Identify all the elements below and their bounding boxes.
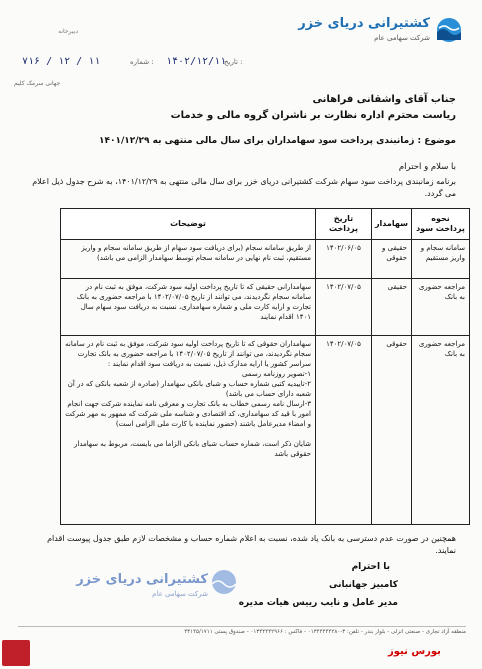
payment-schedule-table — [60, 208, 470, 525]
company-seal — [76, 566, 238, 610]
cell-holder: حقوقی — [371, 336, 411, 524]
desc-line: سهامداران حقوقی که تا تاریخ پرداخت اولیه سود شرکت، موفق به ثبت نام در سامانه سجام نگردیدند، می توانند از تاریخ ۱۴۰۲/۰۷/۰۵ با مراجعه حضوری به بانک تجارت سراسر کشور یا ارایه مدارک ذیل، نسبت به دریافت سود اقدام نمایند : — [65, 340, 311, 368]
table-row — [61, 239, 469, 278]
desc-line: شایان ذکر است، شماره حساب شبای بانکی الزاما می بایست، مربوط به سهامدار حقوقی باشد — [74, 440, 311, 458]
hand-note: جهانی سرمک کلیم — [14, 80, 61, 87]
company-subtitle: شرکت سهامی عام — [374, 34, 430, 42]
header-description: توضیحات — [170, 219, 206, 228]
desc-line: ۲-تاییدیه کتبی شماره حساب و شبای بانکی سهامدار (صادره از شعبه بانکی که در آن شعبه دارای حساب می باشد) — [67, 380, 311, 398]
company-logo — [298, 14, 464, 50]
signer-name: کامبیز جهانبانی — [329, 580, 398, 590]
desc-line: ۱-تصویر روزنامه رسمی — [241, 370, 311, 378]
stamp-text: دبیرخانه — [58, 28, 78, 35]
letter-meta — [18, 56, 268, 72]
header-method: نحوه پرداخت سود — [411, 209, 469, 239]
cell-method: مراجعه حضوری به بانک — [411, 279, 469, 335]
salutation: جناب آقای واشقانی فراهانی — [312, 94, 456, 105]
corner-logo-icon — [2, 640, 30, 666]
letter-subject: موضوع : زمانبندی پرداخت سود سهامداران برای سال مالی منتهی به ۱۴۰۱/۱۲/۲۹ — [99, 136, 456, 146]
watermark: بورس نیوز — [388, 646, 441, 657]
cell-description: از طریق سامانه سجام (برای دریافت سود سهام از طریق سامانه سجام و واریز مستقیم، ثبت نام نهایی در سامانه سجام توسط سهامدار الزامی می باشد) — [81, 244, 311, 262]
number-value: ۷۱۶ / ۱۲ / ۱۱ — [22, 56, 101, 67]
seal-company-name: کشتیرانی دریای خزر — [76, 572, 208, 587]
number-label: شماره : — [130, 58, 154, 66]
closing-paragraph: همچنین در صورت عدم دسترسی به بانک یاد شده، نسبت به اعلام شماره حساب و مشخصات لازم طبق جدول پیوست اقدام نمایند. — [47, 534, 456, 555]
cell-holder: حقیقی — [371, 279, 411, 335]
date-value: ۱۴۰۲/۱۲/۱۱ — [166, 56, 227, 67]
seal-company-sub: شرکت سهامی عام — [152, 590, 208, 598]
respect-line: با احترام — [351, 562, 390, 572]
table-row — [61, 335, 469, 524]
cell-method: سامانه سجام و واریز مستقیم — [411, 240, 469, 278]
cell-description: سهامدارانی حقیقی که تا تاریخ پرداخت اولیه سود شرکت، موفق به ثبت نام در سامانه سجام نگردیدند، می توانند از تاریخ ۱۴۰۲/۰۷/۰۵ با مراجعه حضوری به بانک تجارت و ارایه کارت ملی و شماره سهامداری، نسبت به دریافت سود سهام سال ۱۴۰۱ اقدام نمایند — [76, 283, 311, 321]
wave-icon — [434, 16, 464, 44]
table-header-row — [61, 209, 469, 239]
desc-line: ۳-ارسال نامه رسمی خطاب به بانک تجارت و معرفی نامه نماینده شرکت جهت انجام امور با قید کد سهامداری، کد اقتصادی و شناسه ملی شرکت که ممهور به مهر شرکت و امضاء مدیرعامل باشند (حضور نماینده با کارت ملی الزامی است) — [65, 400, 311, 428]
cell-description — [61, 336, 315, 524]
header-holder: سهامدار — [371, 209, 411, 239]
signer-title: مدیر عامل و نایب رییس هیات مدیره — [238, 598, 398, 608]
table-row — [61, 278, 469, 335]
cell-method: مراجعه حضوری به بانک — [411, 336, 469, 524]
salutation-title: ریاست محترم اداره نظارت بر ناشران گروه مالی و خدمات — [170, 110, 456, 121]
greeting: با سلام و احترام — [398, 162, 456, 172]
date-label: تاریخ : — [224, 58, 243, 66]
secretariat-stamp — [22, 28, 78, 50]
cell-holder: حقیقی و حقوقی — [371, 240, 411, 278]
company-name: کشتیرانی دریای خزر — [298, 16, 430, 31]
wave-icon — [210, 568, 238, 596]
header-date: تاریخ پرداخت — [315, 209, 371, 239]
footer-address: منطقه آزاد تجاری - صنعتی انزلی - بلوار بندر - تلفن: ۳-۰۱۳۴۴۴۴۴۲۸۰ - فاکس : ۰۱۳۴۴۴۴۲۹۶۶ - صندوق پستی ۴۳۱۴۵/۱۷۱۱ — [18, 626, 466, 647]
intro-paragraph: برنامه زمانبندی پرداخت سود سهام شرکت کشتیرانی دریای خزر برای سال مالی منتهی به ۱۴۰۱/۱۲/۲۹، به شرح جدول ذیل اعلام می گردد. — [32, 177, 456, 198]
cell-date: ۱۴۰۲/۰۷/۰۵ — [315, 279, 371, 335]
cell-date: ۱۴۰۲/۰۷/۰۵ — [315, 336, 371, 524]
cell-date: ۱۴۰۲/۰۶/۰۵ — [315, 240, 371, 278]
